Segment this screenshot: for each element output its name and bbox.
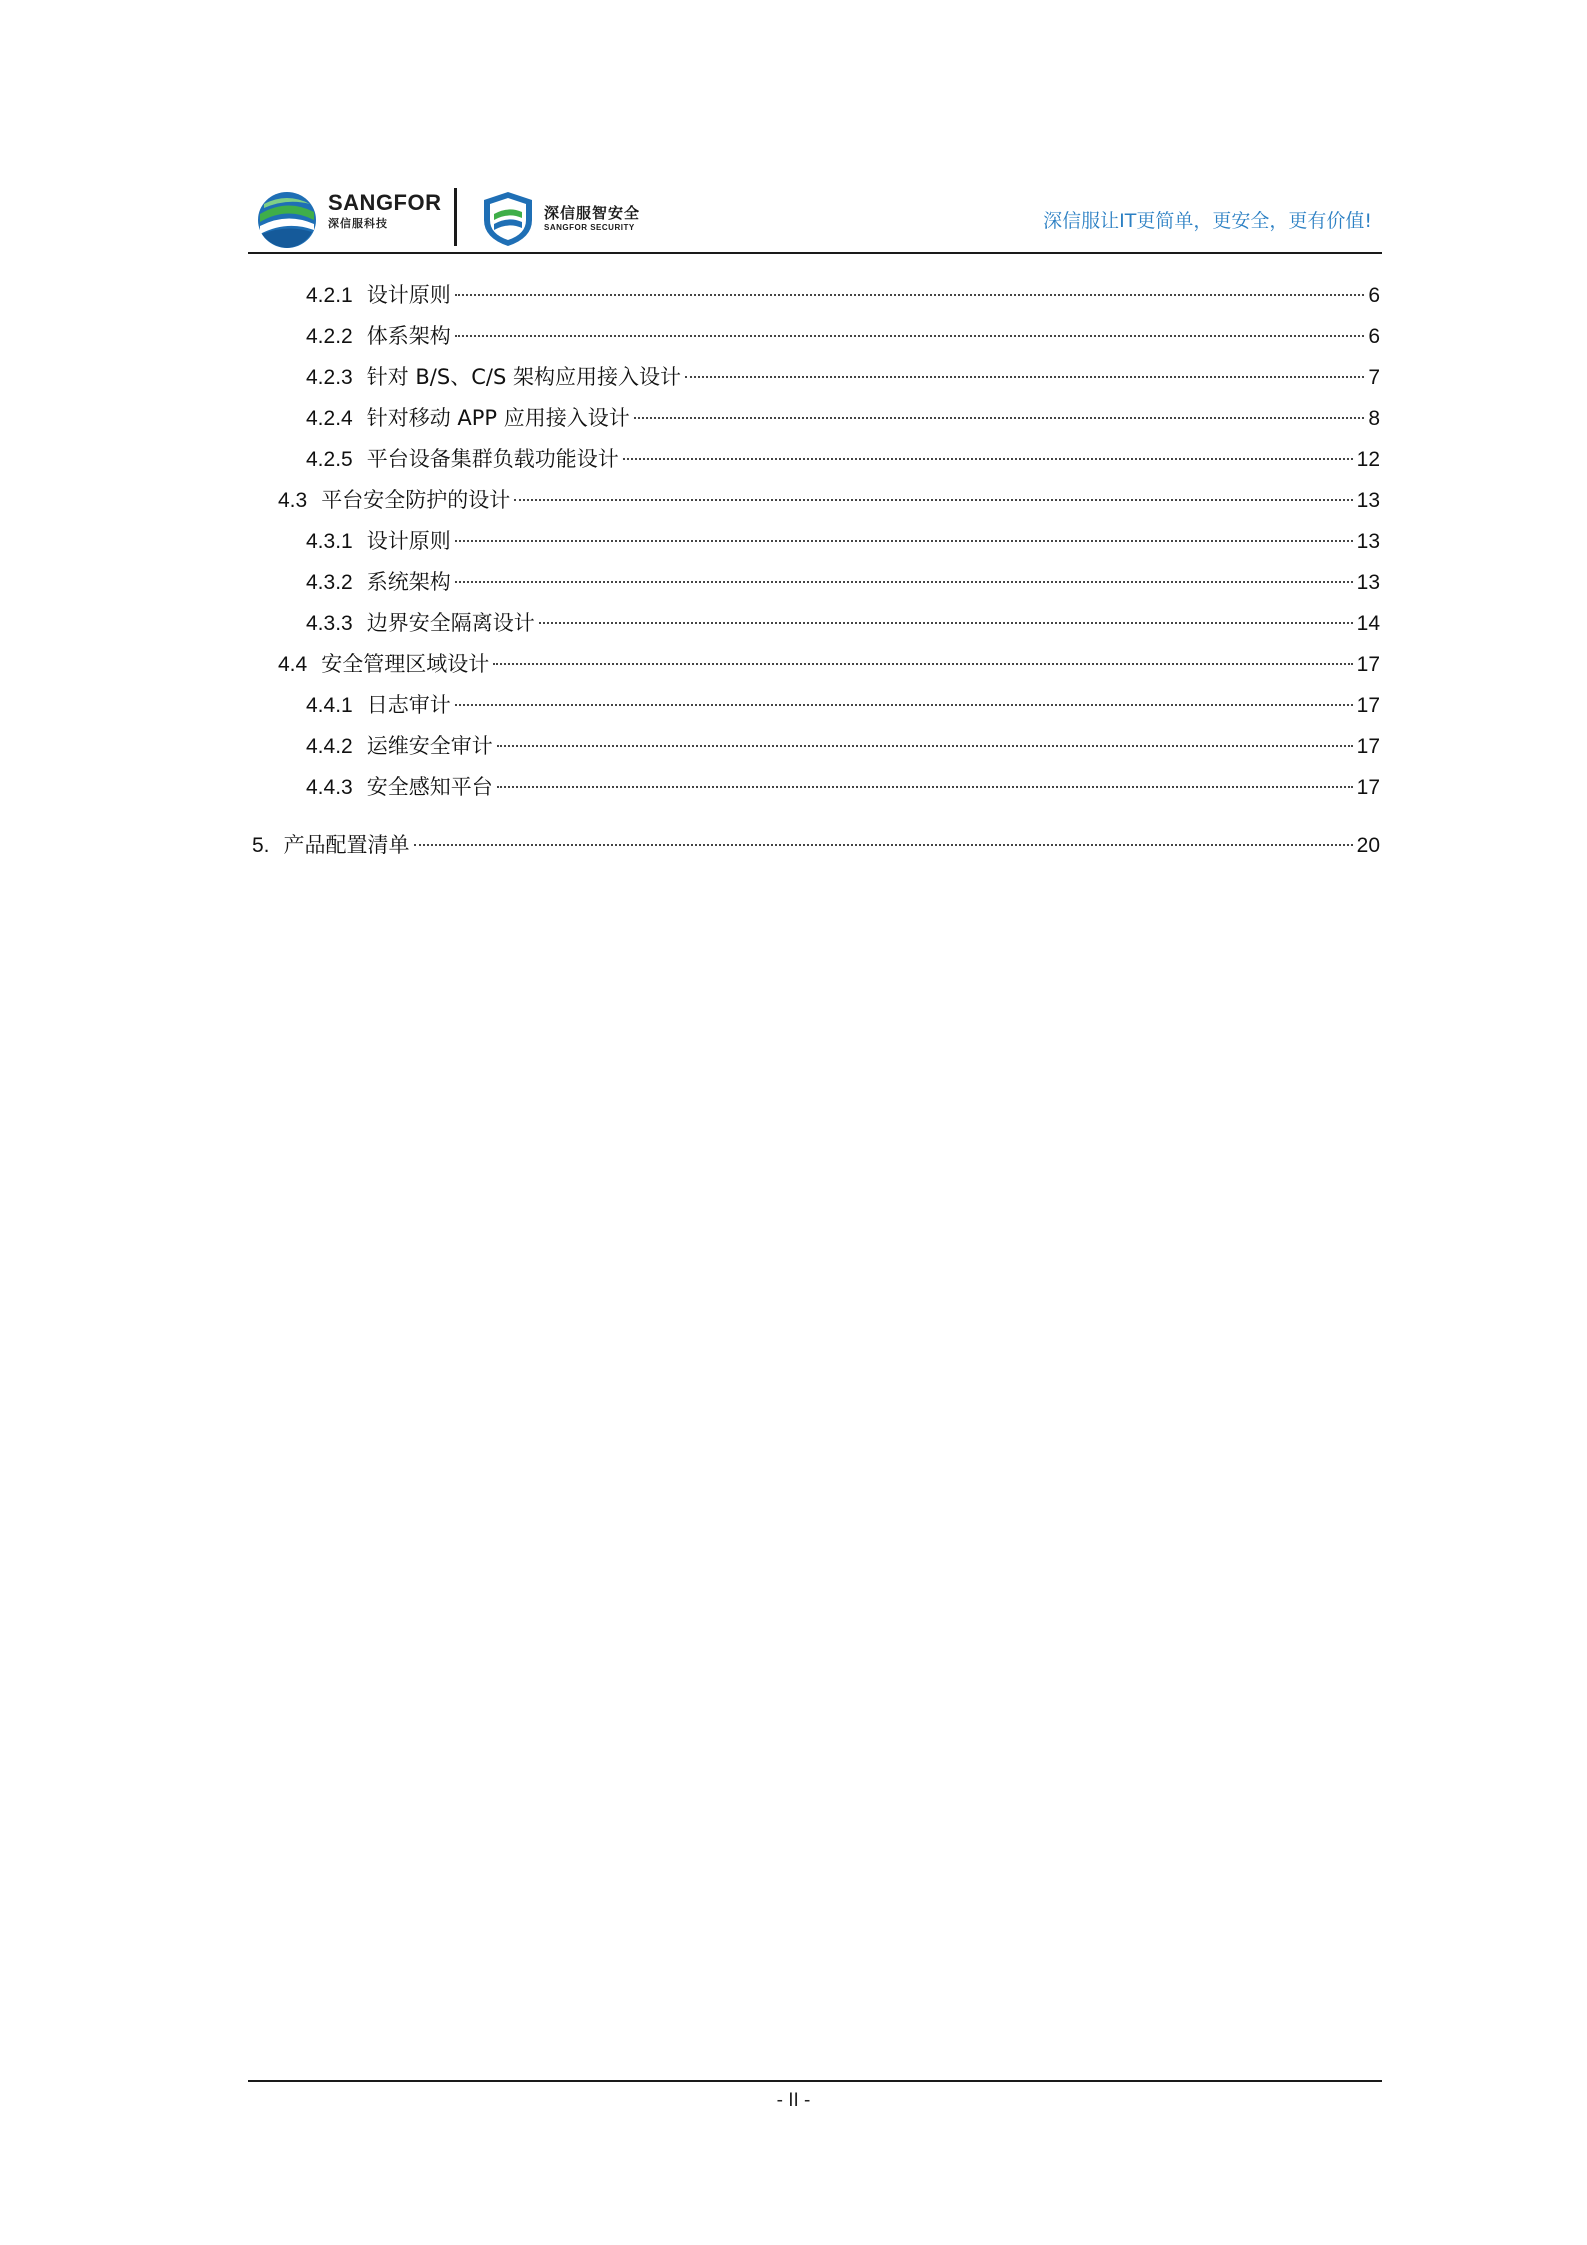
- toc-dot-leader: [497, 745, 1353, 747]
- toc-entry-number: 4.4.3: [306, 776, 353, 799]
- toc-dot-leader: [497, 786, 1353, 788]
- toc-entry-title: 平台设备集群负载功能设计: [366, 447, 619, 471]
- toc-dot-leader: [539, 622, 1353, 624]
- toc-dot-leader: [685, 376, 1364, 378]
- toc-entry[interactable]: [306, 280, 1380, 310]
- toc-entry-number: 4.3: [278, 489, 308, 512]
- sangfor-security-shield-icon: [482, 190, 534, 248]
- toc-entry-page: 7: [1368, 366, 1380, 389]
- toc-entry-number: 4.3.3: [306, 612, 353, 635]
- toc-entry-number: 4.4: [278, 653, 308, 676]
- toc-entry-number: 4.3.1: [306, 530, 353, 553]
- toc-entry[interactable]: [306, 731, 1380, 761]
- toc-entry[interactable]: [306, 690, 1380, 720]
- toc-dot-leader: [623, 458, 1353, 460]
- header-rule: [248, 252, 1382, 254]
- sangfor-logo-icon: [256, 190, 318, 250]
- toc-entry-number: 4.2.2: [306, 325, 353, 348]
- toc-entry[interactable]: [306, 608, 1380, 638]
- toc-entry[interactable]: [278, 485, 1380, 515]
- toc-entry-number: 4.3.2: [306, 571, 353, 594]
- toc-entry-title: 体系架构: [366, 324, 451, 348]
- toc-entry[interactable]: [306, 403, 1380, 433]
- logo-secondary-subtitle: SANGFOR SECURITY: [544, 223, 635, 232]
- toc-entry-title: 安全感知平台: [366, 775, 493, 799]
- toc-entry-page: 13: [1356, 530, 1380, 553]
- toc-dot-leader: [414, 844, 1353, 846]
- toc-entry-title: 日志审计: [366, 693, 451, 717]
- toc-entry[interactable]: [306, 444, 1380, 474]
- toc-entry-title: 平台安全防护的设计: [321, 488, 511, 512]
- toc-entry-number: 4.2.5: [306, 448, 353, 471]
- toc-entry[interactable]: [278, 649, 1380, 679]
- footer-rule: [248, 2080, 1382, 2082]
- toc-entry-page: 17: [1356, 653, 1380, 676]
- toc-entry[interactable]: [306, 362, 1380, 392]
- toc-entry-page: 13: [1356, 571, 1380, 594]
- toc-entry-number: 4.4.2: [306, 735, 353, 758]
- page-header: [248, 180, 1382, 253]
- toc-entry-title: 设计原则: [366, 283, 451, 307]
- toc-entry-number: 4.4.1: [306, 694, 353, 717]
- toc-dot-leader: [455, 704, 1353, 706]
- toc-entry-title: 针对移动 APP 应用接入设计: [366, 406, 630, 430]
- toc-entry-title: 产品配置清单: [283, 833, 410, 857]
- toc-dot-leader: [493, 663, 1352, 665]
- toc-dot-leader: [514, 499, 1352, 501]
- header-slogan: 深信服让IT更简单，更安全，更有价值!: [1043, 210, 1372, 232]
- toc-entry-number: 4.2.3: [306, 366, 353, 389]
- toc-entry-title: 针对 B/S、C/S 架构应用接入设计: [366, 365, 681, 389]
- toc-dot-leader: [455, 294, 1365, 296]
- toc-entry-page: 17: [1356, 776, 1380, 799]
- toc-entry[interactable]: [306, 526, 1380, 556]
- toc-entry-page: 6: [1368, 284, 1380, 307]
- toc-entry-page: 12: [1356, 448, 1380, 471]
- toc-entry-number: 5.: [252, 834, 270, 857]
- toc-entry-title: 安全管理区域设计: [321, 652, 490, 676]
- toc-entry-title: 设计原则: [366, 529, 451, 553]
- toc-entry[interactable]: [306, 772, 1380, 802]
- toc-entry-number: 4.2.1: [306, 284, 353, 307]
- toc-dot-leader: [455, 335, 1365, 337]
- toc-entry[interactable]: [306, 567, 1380, 597]
- logo-secondary-name: 深信服智安全: [544, 204, 641, 222]
- toc-dot-leader: [455, 540, 1353, 542]
- toc-dot-leader: [634, 417, 1365, 419]
- toc-entry-title: 运维安全审计: [366, 734, 493, 758]
- logo-primary-subtitle: 深信服科技: [328, 217, 388, 230]
- sangfor-logo-text: [328, 192, 442, 229]
- toc-entry-title: 边界安全隔离设计: [366, 611, 535, 635]
- toc-entry-number: 4.2.4: [306, 407, 353, 430]
- toc-entry-page: 17: [1356, 735, 1380, 758]
- toc-entry-page: 13: [1356, 489, 1380, 512]
- sangfor-security-logo-text: [544, 206, 640, 232]
- toc-entry-page: 20: [1356, 834, 1380, 857]
- toc-entry-page: 6: [1368, 325, 1380, 348]
- page-number: - II -: [776, 2090, 811, 2111]
- toc-entry-page: 14: [1356, 612, 1380, 635]
- toc-dot-leader: [455, 581, 1353, 583]
- toc-entry-title: 系统架构: [366, 570, 451, 594]
- toc-entry[interactable]: [306, 321, 1380, 351]
- header-divider: [454, 188, 457, 246]
- toc-entry-page: 8: [1368, 407, 1380, 430]
- logo-primary-name: SANGFOR: [328, 190, 442, 215]
- toc-entry-page: 17: [1356, 694, 1380, 717]
- toc-entry[interactable]: [252, 830, 1380, 860]
